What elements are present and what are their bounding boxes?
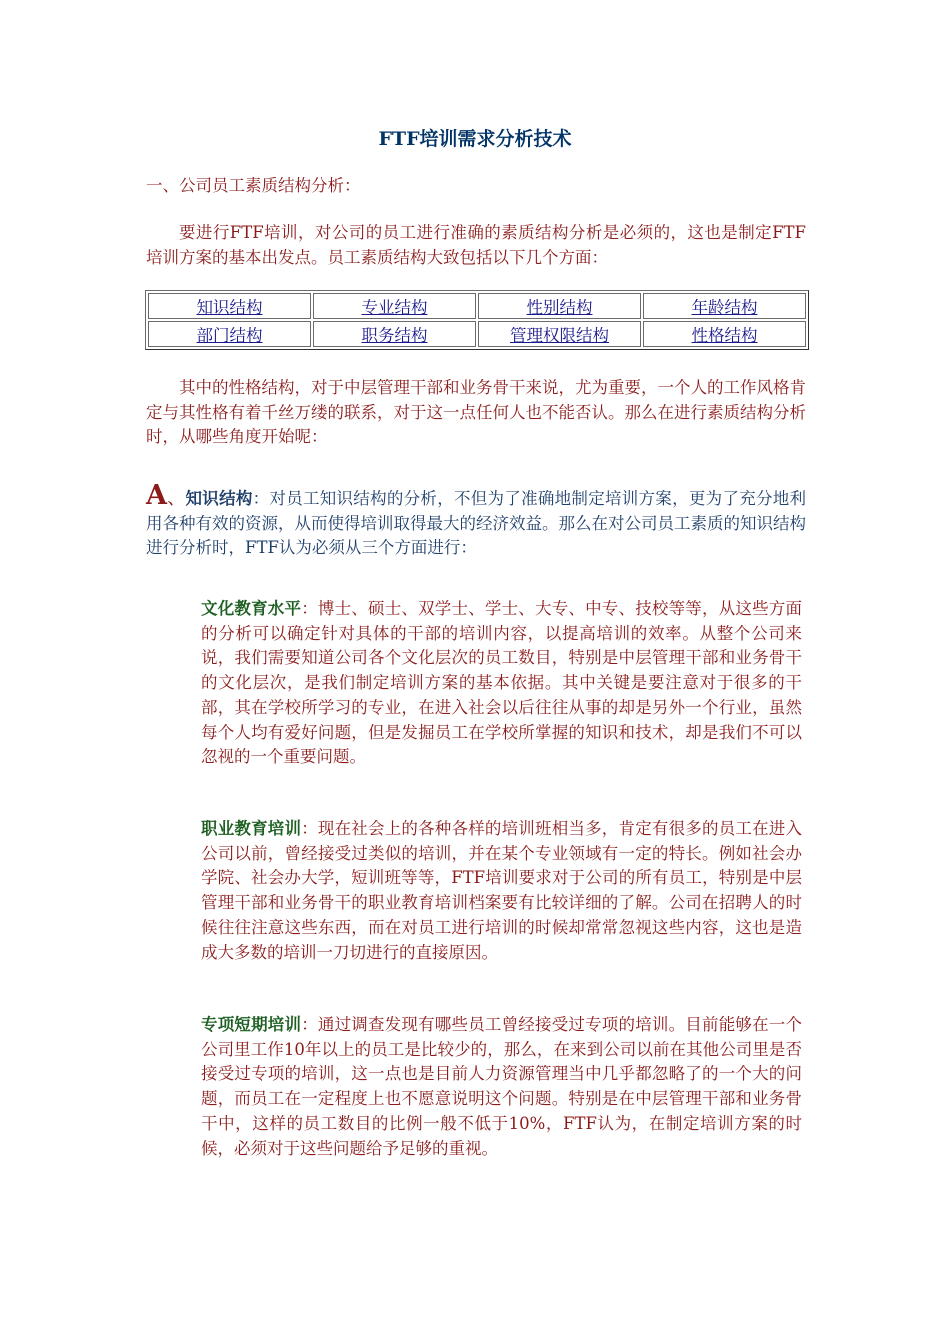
subsection-keyword: 专项短期培训 (201, 1015, 302, 1034)
subsection-colon: ： (301, 599, 318, 618)
subsection-colon: ： (301, 1015, 318, 1034)
link-knowledge-structure[interactable]: 知识结构 (196, 298, 263, 317)
section-heading: 一、公司员工素质结构分析： (146, 176, 361, 195)
subsection-short-term (201, 1013, 802, 1161)
page-title: FTF培训需求分析技术 (378, 128, 572, 150)
personality-paragraph: 其中的性格结构，对于中层管理干部和业务骨干来说，尤为重要，一个人的工作风格肯定与其性格有着千丝万缕的联系，对于这一点任何人也不能否认。那么在进行素质结构分析时，从哪些角度开始呢： (146, 378, 806, 446)
structure-table (145, 290, 809, 350)
subsection-vocational (201, 817, 802, 965)
table-cell (478, 321, 641, 347)
table-cell (313, 321, 476, 347)
subsection-text: 通过调查发现有哪些员工曾经接受过专项的培训。目前能够在一个公司里工作10年以上的员工是比较少的，那么，在来到公司以前在其他公司里是否接受过专项的培训，这一点也是目前人力资源管理当中几乎都忽略了的一个大的问题，而员工在一定程度上也不愿意说明这个问题。特别是在中层管理干部和业务骨干中，这样的员工数目的比例一般不低于10%，FTF认为，在制定培训方案的时候，必须对于这些问题给予足够的重视。 (201, 1015, 803, 1158)
intro-paragraph: 要进行FTF培训，对公司的员工进行准确的素质结构分析是必须的，这也是制定FTF培训方案的基本出发点。员工素质结构大致包括以下几个方面： (146, 223, 806, 267)
table-cell (478, 293, 641, 319)
link-authority-structure[interactable]: 管理权限结构 (510, 326, 609, 345)
link-professional-structure[interactable]: 专业结构 (361, 298, 428, 317)
subsection-keyword: 职业教育培训 (201, 819, 302, 838)
subsection-text: 博士、硕士、双学士、学士、大专、中专、技校等等，从这些方面的分析可以确定针对具体的干部的培训内容，以提高培训的效率。从整个公司来说，我们需要知道公司各个文化层次的员工数目，特别是中层管理干部和业务骨干的文化层次，是我们制定培训方案的基本依据。其中关键是要注意对于很多的干部，其在学校所学习的专业，在进入社会以后往往从事的却是另外一个行业，虽然每个人均有爱好问题，但是发掘员工在学校所掌握的知识和技术，却是我们不可以忽视的一个重要问题。 (201, 599, 803, 767)
link-department-structure[interactable]: 部门结构 (196, 326, 263, 345)
table-cell (148, 321, 311, 347)
section-text: 对员工知识结构的分析，不但为了准确地制定培训方案，更为了充分地利用各种有效的资源，从而使得培训取得最大的经济效益。那么在对公司员工素质的知识结构进行分析时，FTF认为必须从三个方面进行： (146, 489, 807, 557)
section-colon: ： (252, 489, 270, 508)
subsection-colon: ： (301, 819, 318, 838)
link-age-structure[interactable]: 年龄结构 (691, 298, 758, 317)
section-keyword: 知识结构 (185, 489, 253, 508)
table-cell (148, 293, 311, 319)
subsection-keyword: 文化教育水平 (201, 599, 302, 618)
table-row (148, 321, 806, 347)
link-position-structure[interactable]: 职务结构 (361, 326, 428, 345)
table-row (148, 293, 806, 319)
section-a-paragraph (146, 480, 807, 561)
section-separator: 、 (166, 488, 186, 509)
table-cell (313, 293, 476, 319)
section-letter: A (146, 480, 167, 511)
link-personality-structure[interactable]: 性格结构 (691, 326, 758, 345)
table-cell (643, 321, 806, 347)
subsection-education (201, 597, 802, 770)
link-gender-structure[interactable]: 性别结构 (526, 298, 593, 317)
subsection-text: 现在社会上的各种各样的培训班相当多，肯定有很多的员工在进入公司以前，曾经接受过类似的培训，并在某个专业领域有一定的特长。例如社会办学院、社会办大学，短训班等等，FTF培训要求对于公司的所有员工，特别是中层管理干部和业务骨干的职业教育培训档案要有比较详细的了解。公司在招聘人的时候往往注意这些东西，而在对员工进行培训的时候却常常忽视这些内容，这也是造成大多数的培训一刀切进行的直接原因。 (201, 819, 803, 962)
table-cell (643, 293, 806, 319)
